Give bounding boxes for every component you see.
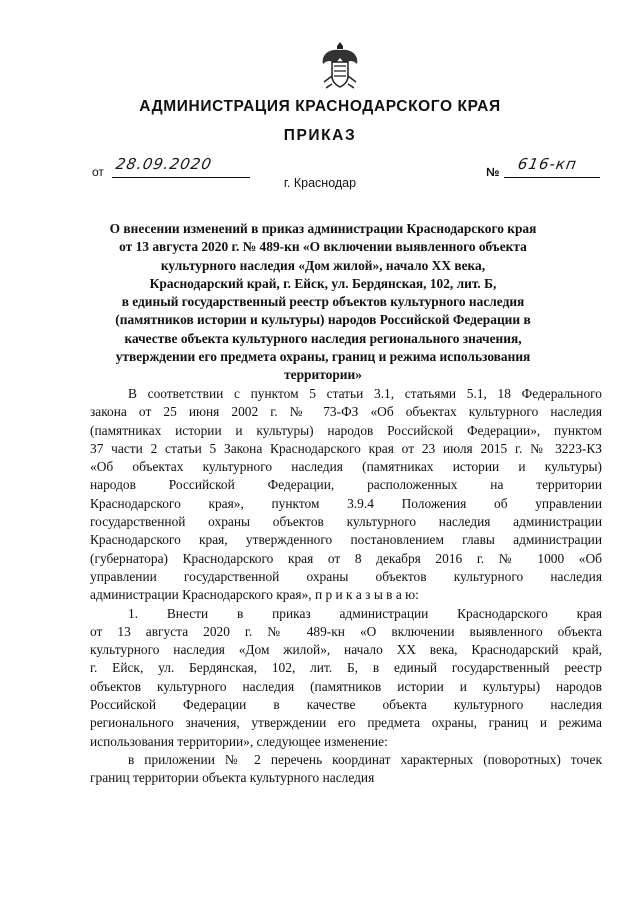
body-line: объектов культурного наследия (памятников истории и культуры) народов <box>90 678 602 694</box>
body-line: 37 части 2 статьи 5 Закона Краснодарского края от 23 июля 2015 г. № 3223-КЗ <box>90 440 602 456</box>
subject-line: качестве объекта культурного наследия регионального значения, <box>124 330 522 346</box>
body-line: Российской Федерации в качестве объекта культурного наследия <box>90 697 602 713</box>
body-line: Краснодарского края», пунктом 3.9.4 Положения об управлении <box>90 495 602 511</box>
body-line: управлении государственной охраны объектов культурного наследия <box>90 568 602 584</box>
body-line: В соответствии с пунктом 5 статьи 3.1, статьями 5.1, 18 Федерального <box>128 386 602 401</box>
subject-line: территории» <box>284 367 362 383</box>
body-line: г. Ейск, ул. Бердянская, 102, лит. Б, в единый государственный реестр <box>90 660 602 676</box>
body-line: в приложении № 2 перечень координат характерных (поворотных) точек <box>128 751 602 767</box>
number-value-handwritten: 616-кп <box>516 155 579 173</box>
order-body <box>90 385 602 788</box>
body-line: границ территории объекта культурного наследия <box>90 770 375 786</box>
document-type-title: ПРИКАЗ <box>283 127 357 144</box>
body-line: государственной охраны объектов культурного наследия администрации <box>90 514 602 530</box>
subject-line: (памятников истории и культуры) народов Российской Федерации в <box>115 312 531 328</box>
body-line: администрации Краснодарского края», п р и к а з ы в а ю: <box>90 587 419 603</box>
organization-title: АДМИНИСТРАЦИЯ КРАСНОДАРСКОГО КРАЯ <box>139 98 501 115</box>
body-line: использования территории», следующее изменение: <box>90 733 388 749</box>
date-label: от <box>92 165 104 179</box>
subject-line: от 13 августа 2020 г. № 489-кн «О включении выявленного объекта <box>119 239 527 255</box>
body-line: закона от 25 июня 2002 г. № 73-ФЗ «Об объектах культурного наследия <box>90 404 602 420</box>
number-label: № <box>486 165 500 179</box>
body-line: от 13 августа 2020 г. № 489-кн «О включении выявленного объекта <box>90 623 602 639</box>
city-line: г. Краснодар <box>283 176 357 190</box>
body-line: «Об объектах культурного наследия (памятниках истории и культуры) <box>90 459 602 475</box>
subject-line: утверждении его предмета охраны, границ и режима использования <box>115 349 531 365</box>
date-value-handwritten: 28.09.2020 <box>114 155 214 173</box>
subject-line: в единый государственный реестр объектов культурного наследия <box>121 294 525 310</box>
coat-of-arms-emblem <box>318 38 362 92</box>
subject-line: Краснодарский край, г. Ейск, ул. Бердянская, 102, лит. Б, <box>149 275 497 291</box>
body-line: культурного наследия «Дом жилой», начало XX века, Краснодарский край, <box>90 642 602 658</box>
body-line: Краснодарского края, утвержденного постановлением главы администрации <box>90 532 602 548</box>
body-line: регионального значения, утверждении его предмета охраны, границ и режима <box>90 715 602 731</box>
body-line: (губернатора) Краснодарского края от 8 декабря 2016 г. № 1000 «Об <box>90 550 602 566</box>
subject-line: культурного наследия «Дом жилой», начало XX века, <box>160 257 486 273</box>
subject-line: О внесении изменений в приказ администрации Краснодарского края <box>109 221 537 236</box>
body-line: народов Российской Федерации, расположенных на территории <box>90 477 602 493</box>
order-subject <box>90 220 556 385</box>
body-line: 1. Внести в приказ администрации Краснодарского края <box>128 605 602 621</box>
body-line: (памятниках истории и культуры) народов Российской Федерации», пунктом <box>90 422 602 438</box>
